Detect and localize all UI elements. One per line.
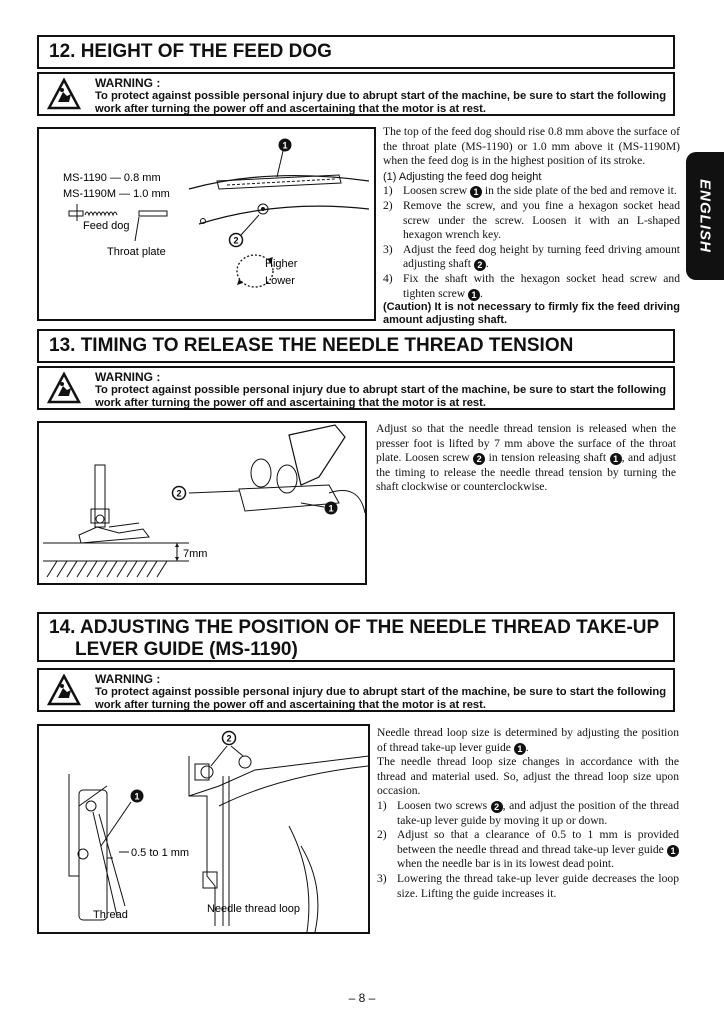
warning-text: To protect against possible personal injury due to abrupt start of the machine, be sure to start the following work after turning the power off and ascertaining that the motor is at rest. <box>95 384 667 409</box>
section-13-title: 13. TIMING TO RELEASE THE NEEDLE THREAD TENSION <box>37 329 675 363</box>
callout-2: 2 <box>233 235 239 246</box>
callout-badge: 1 <box>514 743 526 755</box>
warning-box-13 <box>37 366 675 410</box>
section-12-title: 12. HEIGHT OF THE FEED DOG <box>37 35 675 69</box>
section-12-caution: (Caution) It is not necessary to firmly fix the feed driving amount adjusting shaft. <box>383 301 680 327</box>
label-ms1190: MS-1190 — 0.8 mm <box>63 172 161 184</box>
thread-tension-diagram <box>39 423 365 583</box>
section-14-text: Needle thread loop size is determined by adjusting the position of thread take-up lever guide 1 . The needle thread loop size changes in accordance with the thread and material used. So, adjust the thread loop size upon occasion. 1) Loosen two screws 2 , and adjust the position of the thread take-up lever guide by moving it up or down. 2) Adjust so that a clearance of 0.5 to 1 mm is provided between the needle thread and thread take-up lever guide 1 when the needle bar is in its lowest dead point. 3) Lowering the thread take-up lever guide decreases the loop size. Lifting the guide increases it. <box>377 726 679 900</box>
callout-badge: 2 <box>474 259 486 271</box>
warning-title: WARNING : <box>95 370 161 384</box>
callout-badge: 1 <box>667 845 679 857</box>
callout-1: 1 <box>282 140 288 151</box>
label-thread: Thread <box>93 909 128 921</box>
callout-badge: 1 <box>468 289 480 301</box>
step-item: 3) Adjust the feed dog height by turning feed driving amount adjusting shaft 2 . <box>383 242 680 271</box>
warning-title: WARNING : <box>95 672 161 686</box>
section-14-steps <box>377 799 679 901</box>
warning-icon <box>47 78 81 110</box>
warning-text: To protect against possible personal injury due to abrupt start of the machine, be sure to start the following work after turning the power off and ascertaining that the motor is at rest. <box>95 90 667 115</box>
figure-take-up-lever <box>37 724 370 934</box>
figure-thread-tension <box>37 421 367 585</box>
language-tab-label: ENGLISH <box>696 179 714 253</box>
label-ms1190m: MS-1190M — 1.0 mm <box>63 188 170 200</box>
language-tab <box>686 152 724 280</box>
label-higher: Higher <box>265 258 298 270</box>
step-item: 4) Fix the shaft with the hexagon socket head screw and tighten screw 1 . <box>383 271 680 300</box>
callout-2: 2 <box>226 733 232 744</box>
warning-box-14 <box>37 668 675 712</box>
warning-icon <box>47 372 81 404</box>
warning-box-12 <box>37 72 675 116</box>
step-item: 2) Adjust so that a clearance of 0.5 to 1 mm is provided between the needle thread and thread take-up lever guide 1 when the needle bar is in its lowest dead point. <box>377 828 679 871</box>
callout-1: 1 <box>134 791 140 802</box>
step-item: 1) Loosen screw 1 in the side plate of the bed and remove it. <box>383 184 677 198</box>
step-item: 2) Remove the screw, and you fine a hexagon socket head screw under the screw. Loosen it with an L-shaped hexagon wrench key. <box>383 198 680 242</box>
section-14-intro2: The needle thread loop size changes in accordance with the thread and material used. So, adjust the thread loop size upon occasion. <box>377 755 679 798</box>
warning-title: WARNING : <box>95 76 161 90</box>
step-item: 3) Lowering the thread take-up lever guide decreases the loop size. Lifting the guide increases it. <box>377 871 679 900</box>
section-12-subhead: (1) Adjusting the feed dog height <box>383 170 542 183</box>
label-7mm: 7mm <box>183 548 208 560</box>
section-12-intro: The top of the feed dog should rise 0.8 mm above the surface of the throat plate (MS-1190) or 1.0 mm above it (MS-1190M) when the feed dog is in the highest position of its stroke. <box>383 125 680 168</box>
feed-dog-diagram <box>39 129 374 319</box>
callout-badge: 2 <box>491 801 503 813</box>
section-14-title <box>37 612 675 662</box>
label-throat-plate: Throat plate <box>107 246 166 258</box>
callout-2: 2 <box>176 488 182 499</box>
callout-badge: 1 <box>470 186 482 198</box>
section-13-text: Adjust so that the needle thread tension is released when the presser foot is lifted by 7 mm above the surface of the throat plate. Loosen screw 2 in tension releasing shaft 1 , and adjust the timing to release the needle thread tension by turning the shaft clockwise or counterclockwise. <box>376 422 676 494</box>
callout-1: 1 <box>328 503 334 514</box>
label-thread-loop: Needle thread loop <box>207 903 300 915</box>
section-14-title-line2: LEVER GUIDE (MS-1190) <box>75 639 298 660</box>
callout-badge: 1 <box>610 453 622 465</box>
section-12-text <box>383 125 680 327</box>
warning-text: To protect against possible personal injury due to abrupt start of the machine, be sure to start the following work after turning the power off and ascertaining that the motor is at rest. <box>95 686 667 711</box>
callout-badge: 2 <box>473 453 485 465</box>
figure-feed-dog <box>37 127 376 321</box>
step-item: 1) Loosen two screws 2 , and adjust the position of the thread take-up lever guide by moving it up or down. <box>377 798 679 827</box>
page-number: – 8 – <box>348 991 376 1005</box>
take-up-lever-diagram <box>39 726 368 932</box>
label-lower: Lower <box>265 275 295 287</box>
label-feed-dog: Feed dog <box>83 220 130 232</box>
warning-icon <box>47 674 81 706</box>
label-gap: 0.5 to 1 mm <box>131 847 190 859</box>
section-14-title-line1: 14. ADJUSTING THE POSITION OF THE NEEDLE THREAD TAKE-UP <box>49 617 660 638</box>
section-12-steps <box>383 184 680 301</box>
